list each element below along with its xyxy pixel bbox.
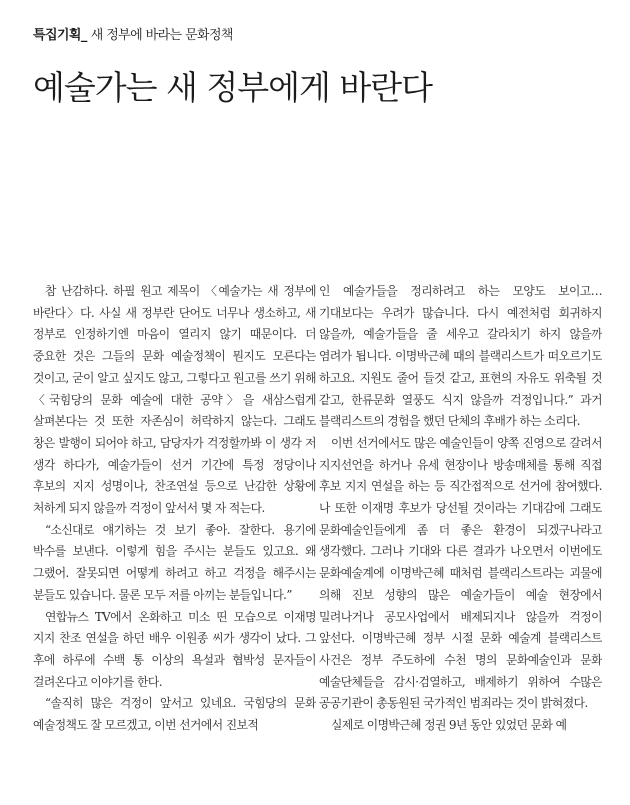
article-title: 예술가는 새 정부에게 바란다	[33, 68, 433, 107]
paragraph: 이번 선거에서도 많은 예술인들이 양쪽 진영으로 갈려서 지지선언을 하거나 유세 현장이나 방송매체를 통해 직접 후보 지지 연설을 하는 등 직간접적으로 선거에 참여했다. 나 또한 이재명 후보가 당선될 것이라는 기대감에 그래도 문화예술인들에게 좀 더 좋은 환경이 되겠구나라고 생각했다. 그러나 기대와 다른 결과가 나오면서 이번에도 문화예술계에 이명박근혜 때처럼 블랙리스트라는 괴물에 의해 진보 성향의 많은 예술가들이 예술 현장에서 밀려나거나 공모사업에서 배제되지나 않을까 걱정이 앞선다. 이명박근혜 정부 시절 문화 예술계 블랙리스트 사건은 정부 주도하에 수천 명의 문화예술인과 문화 예술단체들을 감시·검열하고, 배제하기 위하여 수많은 공공기관이 총동원된 국가적인 범죄라는 것이 밝혀졌다.	[319, 435, 602, 711]
paragraph: 참 난감하다. 하필 원고 제목이 〈예술가는 새 정부에 바란다〉다. 사실 새 정부란 단어도 너무나 생소하고, 새 정부로 인정하기엔 마음이 열리지 않기 때문이다. 더 중요한 것은 그들의 문화 예술정책이 뭔지도 모른다는 것이고, 굳이 알고 싶지도 않고, 그렇다고 원고를 쓰기 위해 〈국힘당의 문화 예술에 대한 공약〉을 새삼스럽게 살펴본다는 것 또한 자존심이 허락하지 않는다. 그래도 창은 발행이 되어야 하고, 담당자가 걱정할까봐 이 생각 저 생각 하다가, 예술가들이 선거 기간에 특정 정당이나 후보의 지지 성명이나, 찬조연설 등으로 난감한 상황에 처하게 되지 않을까 걱정이 앞서서 몇 자 적는다.	[33, 284, 316, 516]
paragraph: 실제로 이명박근혜 정권 9년 동안 있었던 문화 예	[331, 718, 567, 733]
section-kicker	[33, 24, 233, 43]
section-subtitle: 새 정부에 바라는 문화정책	[90, 28, 233, 43]
paragraph: 인 예술가들을 정리하려고 하는 모양도 보이고… 기대보다는 우려가 많습니다. 다시 예전처럼 회귀하지 않을까, 예술가들을 줄 세우고 갈라치기 하지 않을까 염려가 됩니다. 이명박근혜 때의 블랙리스트가 떠오르기도 하고요. 지원도 줄어 들것 같고, 표현의 자유도 위축될 것 같고, 한류문화 열풍도 식지 않을까 걱정입니다.” 과거 블랙리스트의 경험을 했던 단체의 후배가 하는 소리다.	[319, 284, 602, 429]
article-column-right	[319, 281, 602, 796]
paragraph: 연합뉴스 TV에서 온화하고 미소 띤 모습으로 이재명 지지 찬조 연설을 하던 배우 이원종 씨가 생각이 났다. 그 후에 하루에 수백 통 이상의 욕설과 협박성 문자들이 걸려온다고 이야기를 한다.	[33, 609, 316, 689]
article-column-left	[33, 281, 316, 796]
paragraph: “솔직히 많은 걱정이 앞서고 있네요. 국힘당의 문화 예술정책도 잘 모르겠고, 이번 선거에서 진보적	[33, 696, 316, 733]
section-label: 특집기획_	[33, 28, 87, 43]
paragraph: “소신대로 얘기하는 것 보기 좋아. 잘한다. 용기에 박수를 보낸다. 이렇게 힘을 주시는 분들도 있고요. 왜 그랬어. 잘못되면 어떻게 하려고 하고 걱정을 해주시는 분들도 있습니다. 물론 모두 저를 아끼는 분들입니다.”	[33, 522, 316, 602]
